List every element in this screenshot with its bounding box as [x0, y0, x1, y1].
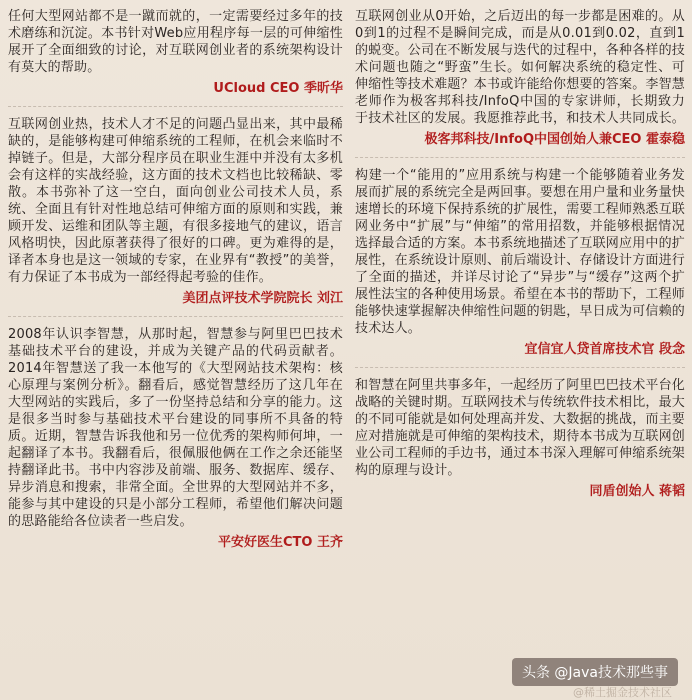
divider [8, 106, 343, 107]
divider [355, 157, 685, 158]
left-column [8, 8, 343, 551]
watermark: @稀土掘金技术社区 [573, 686, 672, 699]
endorsement-text: 2008年认识李智慧，从那时起，智慧参与阿里巴巴技术基础技术平台的建设，并成为关键产品的代码贡献者。2014年智慧送了我一本他写的《大型网站技术架构：核心原理与案例分析》。翻看后，感觉智慧经历了这几年在大型网站的实践后，多了一份坚持总结和分享的能力。这是很多当时参与基础技术平台建设的同事所不具备的特质。近期，智慧告诉我他和另一位优秀的架构师何坤，一起翻译了本书。我翻看后，很佩服他俩在工作之余还能坚持翻译此书。书中内容涉及前端、服务、数据库、缓存、异步消息和搜索，非常全面。全世界的大型网站并不多，能参与其中建设的只是小部分工程师，希望他们解决问题的思路能给各位读者一些启发。 [8, 327, 343, 529]
divider [355, 367, 685, 368]
endorsement-text: 互联网创业从0开始，之后迈出的每一步都是困难的。从0到1的过程不是瞬间完成，而是从0.01到0.02，直到1的蜕变。公司在不断发展与迭代的过程中，各种各样的技术问题也随之“野蛮”生长。如何解决系统的稳定性、可伸缩性等技术难题？本书或许能给你想要的答案。李智慧老师作为极客邦科技/InfoQ中国的专家讲师，长期致力于技术社区的发展。我愿推荐此书，和技术人共同成长。 [355, 9, 686, 126]
endorsement-text: 任何大型网站都不是一蹴而就的，一定需要经过多年的技术磨练和沉淀。本书针对Web应用程序每一层的可伸缩性展开了全面细致的讨论，对互联网创业者的系统架构设计有莫大的帮助。 [8, 9, 343, 75]
endorsement-text: 和智慧在阿里共事多年，一起经历了阿里巴巴技术平台化战略的关键时期。互联网技术与传统软件技术相比，最大的不同可能就是如何处理高并发、大数据的挑战，而主要应对措施就是可伸缩的架构技术，期待本书成为互联网创业公司工程师的手边书，通过本书深入理解可伸缩系统架构的原理与设计。 [355, 378, 686, 478]
endorsement-text: 构建一个“能用的”应用系统与构建一个能够随着业务发展而扩展的系统完全是两回事。要想在用户量和业务量快速增长的环境下保持系统的扩展性，需要工程师熟悉互联网业务中“扩展”与“伸缩”的常用招数，并能够根据情况选择最合适的方案。本书系统地描述了互联网应用中的扩展性，在系统设计原则、前后端设计、存储设计方面进行了全面的描述，并详尽讨论了“异步”与“缓存”这两个扩展性法宝的各种使用场景。希望在本书的帮助下，工程师能够快速掌握解决伸缩性问题的钥匙，早日成为可信赖的技术达人。 [355, 168, 686, 336]
endorsement-signature: 平安好医生CTO 王齐 [218, 535, 343, 550]
endorsement-signature: 美团点评技术学院院长 刘江 [182, 291, 343, 306]
endorsement [355, 167, 685, 358]
endorsement-signature: 宜信宜人贷首席技术官 段念 [524, 342, 685, 357]
endorsement [8, 8, 343, 97]
endorsement-signature: 极客邦科技/InfoQ中国创始人兼CEO 霍泰稳 [424, 132, 685, 147]
endorsement [8, 116, 343, 307]
endorsement-text: 互联网创业热，技术人才不足的问题凸显出来，其中最稀缺的，是能够构建可伸缩系统的工程师，在机会来临时不掉链子。但是，大部分程序员在职业生涯中并没有太多机会有这样的实战经验，这方面的技术文档也比较稀缺、零散。本书弥补了这一空白，面向创业公司技术人员，系统、全面且有针对性地总结可伸缩方面的原则和实践，兼顾开发、运维和团队等主题，有很多接地气的建议，语言风格明快，因此原著获得了很好的口碑。更为难得的是，译者本身也是这一领域的专家，在业界有“教授”的美誉，有力保证了本书成为一部经得起考验的佳作。 [8, 117, 343, 285]
endorsement-signature: 同盾创始人 蒋韬 [589, 484, 685, 499]
source-badge: 头条 @Java技术那些事 [512, 658, 678, 686]
endorsement [355, 377, 685, 500]
endorsement [8, 326, 343, 551]
divider [8, 316, 343, 317]
right-column [355, 8, 685, 500]
endorsement [355, 8, 685, 148]
endorsement-signature: UCloud CEO 季昕华 [213, 81, 343, 96]
